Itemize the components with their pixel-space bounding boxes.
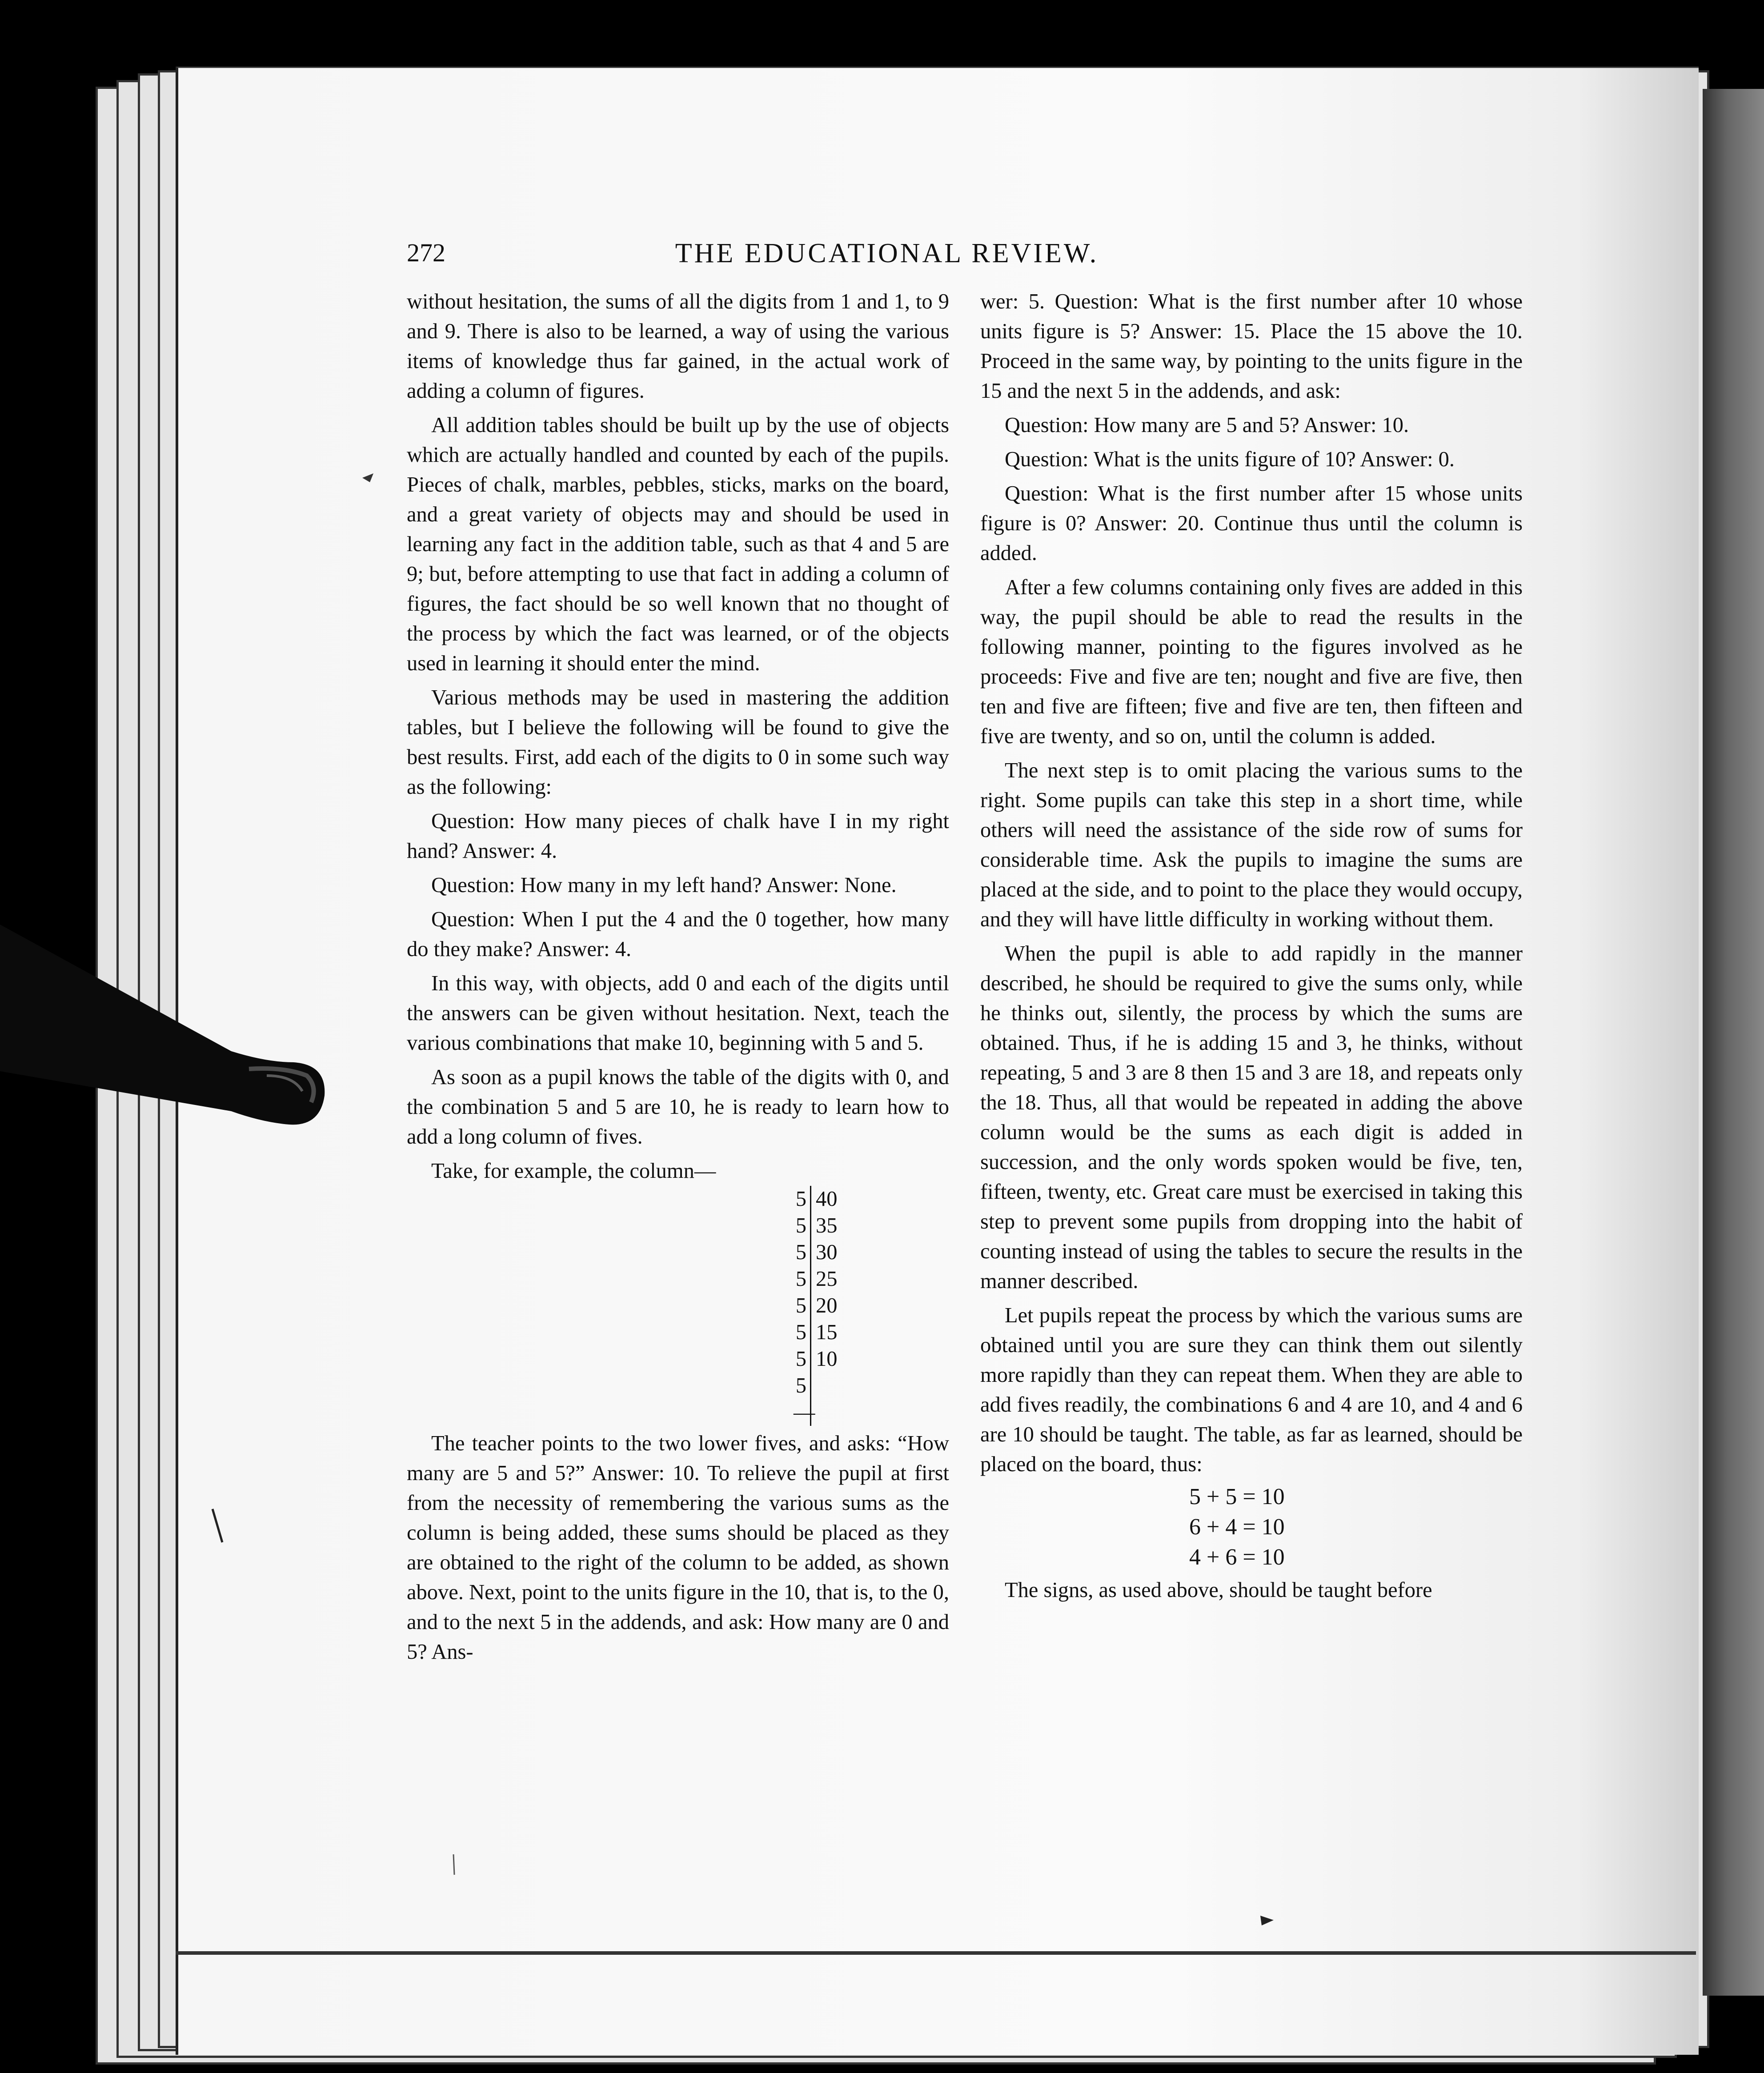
left-column — [407, 287, 949, 1667]
addend: 5 — [794, 1186, 811, 1213]
running-sum — [811, 1373, 856, 1399]
paragraph: wer: 5. Question: What is the first number after 10 whose units figure is 5? Answer: 15. Place the 15 above the 10. Proceed in the same way, by pointing to the units figure in the 15 and the next 5 in the addends, and ask: — [980, 290, 1523, 403]
stray-mark — [1258, 1911, 1276, 1929]
running-sum: 30 — [816, 1241, 838, 1264]
paragraph: Question: What is the units figure of 10? Answer: 0. — [1005, 448, 1455, 471]
sum-rule: — — [794, 1399, 811, 1426]
addend: 5 — [794, 1239, 811, 1266]
paragraph: Question: How many in my left hand? Answer: None. — [431, 873, 897, 897]
addend: 5 — [794, 1319, 811, 1346]
paragraph: All addition tables should be built up by the use of objects which are actually handled and counted by each of the pupils. Pieces of chalk, marbles, pebbles, sticks, marks on the board, and a great variety of objects may and should be used in learning any fact in the addition table, such as that 4 and 5 are 9; but, before attempting to use that fact in adding a column of figures, the fact should be so well known that no thought of the process by which the fact was learned, or of the objects used in learning it should enter the mind. — [407, 413, 949, 675]
paragraph: Question: When I put the 4 and the 0 together, how many do they make? Answer: 4. — [407, 908, 949, 961]
stray-mark — [360, 469, 378, 487]
book-spine-shadow — [1703, 89, 1764, 1996]
equation: 4 + 6 = 10 — [1189, 1545, 1285, 1570]
paragraph: Question: What is the first number after 15 whose units figure is 0? Answer: 20. Continue thus until the column is added. — [980, 482, 1523, 565]
addition-column-example — [794, 1186, 949, 1426]
running-sum: 10 — [816, 1347, 838, 1371]
addend: 5 — [794, 1213, 811, 1239]
paragraph: Take, for example, the column— — [431, 1159, 716, 1183]
paragraph: As soon as a pupil knows the table of the digits with 0, and the combination 5 and 5 are 10, he is ready to learn how to add a long column of fives. — [407, 1065, 949, 1149]
paragraph: Question: How many are 5 and 5? Answer: 10. — [1005, 413, 1409, 437]
empty-cell — [811, 1399, 856, 1426]
running-sum: 25 — [816, 1267, 838, 1291]
addend: 5 — [794, 1293, 811, 1319]
page-number: 272 — [407, 238, 445, 267]
paragraph: Various methods may be used in mastering the addition tables, but I believe the following will be found to give the best results. First, add each of the digits to 0 in some such way as the following: — [407, 686, 949, 799]
paragraph: The teacher points to the two lower fives, and asks: “How many are 5 and 5?” Answer: 10. To relieve the pupil at first from the necessity of remembering the various sums as the column is being added, these sums should be placed as they are obtained to the right of the column to be added, as shown above. Next, point to the units figure in the 10, that is, to the 0, and to the next 5 in the addends, and ask: How many are 0 and 5? Ans- — [407, 1432, 949, 1664]
page-header — [407, 238, 1367, 282]
addend: 5 — [794, 1346, 811, 1373]
paragraph: without hesitation, the sums of all the digits from 1 and 1, to 9 and 9. There is also to be learned, a way of using the various items of knowledge thus far gained, in the actual work of adding a column of figures. — [407, 290, 949, 403]
paragraph: After a few columns containing only fives are added in this way, the pupil should be able to read the results in the following manner, pointing to the figures involved as he proceeds: Five and five are ten; nought and five are five, then ten and five are fifteen; five and five are ten, then fifteen and five are twenty, and so on, until the column is added. — [980, 576, 1523, 748]
paragraph: The next step is to omit placing the various sums to the right. Some pupils can take this step in a short time, while others will need the assistance of the side row of sums for considerable time. Ask the pupils to imagine the sums are placed at the side, and to point to the place they would occupy, and they will have little difficulty in working without them. — [980, 759, 1523, 931]
stray-mark — [449, 1853, 458, 1876]
paragraph: Question: How many pieces of chalk have I in my right hand? Answer: 4. — [407, 809, 949, 863]
paragraph: The signs, as used above, should be taught before — [1005, 1578, 1432, 1602]
stray-mark — [209, 1507, 227, 1547]
paragraph: In this way, with objects, add 0 and each of the digits until the answers can be given without hesitation. Next, teach the various combinations that make 10, beginning with 5 and 5. — [407, 972, 949, 1055]
paragraph: Let pupils repeat the process by which the various sums are obtained until you are sure they can think them out silently more rapidly than they can repeat them. When they are able to add fives readily, the combinations 6 and 4 are 10, and 4 and 6 are 10 should be taught. The table, as far as learned, should be placed on the board, thus: — [980, 1304, 1523, 1476]
running-head: THE EDUCATIONAL REVIEW. — [675, 238, 1099, 268]
running-sum: 20 — [816, 1294, 838, 1317]
page-bottom-edge — [176, 1951, 1696, 1955]
addend: 5 — [794, 1373, 811, 1399]
paragraph: When the pupil is able to add rapidly in the manner described, he should be required to give the sums only, while he thinks out, silently, the process by which the sums are obtained. Thus, if he is adding 15 and 3, he thinks, without repeating, 5 and 3 are 8 then 15 and 3 are 18, and repeats only the 18. Thus, all that would be repeated in adding the above column would be the sums as each digit is added in succession, and the only words spoken would be five, ten, fifteen, twenty, etc. Great care must be exercised in taking this step to prevent some pupils from dropping into the habit of counting instead of using the tables to secure the results in the manner described. — [980, 942, 1523, 1293]
running-sum: 35 — [816, 1214, 838, 1237]
equation-table — [1189, 1482, 1523, 1573]
equation: 5 + 5 = 10 — [1189, 1484, 1285, 1509]
equation: 6 + 4 = 10 — [1189, 1514, 1285, 1540]
running-sum: 40 — [816, 1187, 838, 1211]
running-sum: 15 — [816, 1321, 838, 1344]
addend: 5 — [794, 1266, 811, 1293]
right-column — [980, 287, 1523, 1605]
